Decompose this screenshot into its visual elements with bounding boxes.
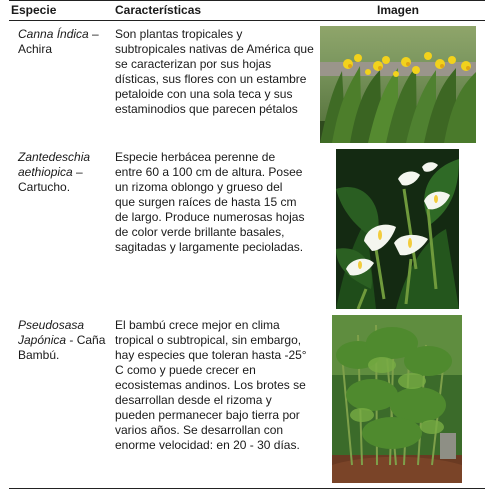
- canna-flower-photo: [320, 26, 476, 143]
- calla-lily-photo: [336, 149, 459, 309]
- header-image: Imagen: [377, 3, 420, 17]
- species-separator: –: [88, 27, 99, 41]
- species-common-name: Caña Bambú.: [18, 333, 106, 362]
- species-scientific-name: Pseudosasa Japónica: [18, 318, 85, 347]
- header-species: Especie: [11, 3, 57, 17]
- top-rule: [9, 0, 485, 1]
- species-description: El bambú crece mejor en clima tropical o subtropical, sin embargo, hay especies que toleran hasta -25° C como y puede crecer en ecosistemas andinos. Los brotes se desarrollan desde el rizoma y pueden permanecer bajo tierra por varios años. Se desarrollan con enorme velocidad: en 20 - 30 días.: [115, 318, 307, 452]
- species-scientific-name: Canna Índica: [18, 27, 89, 41]
- species-name: [18, 150, 110, 195]
- species-description: Son plantas tropicales y subtropicales nativas de América que se caracterizan por sus hojas dísticas, sus flores con un estambre petaloide con una sola teca y sus estaminodios que parecen pétalos: [115, 27, 314, 116]
- species-scientific-name: Zantedeschia aethiopica: [18, 150, 91, 179]
- species-name: [18, 318, 110, 363]
- species-table: [9, 0, 485, 490]
- bamboo-photo: [332, 315, 462, 483]
- header-features: Características: [115, 3, 202, 17]
- species-description: Especie herbácea perenne de entre 60 a 100 cm de altura. Posee un rizoma oblongo y grueso del que surgen raíces de hasta 15 cm de largo. Produce numerosas hojas de color verde brillante basales, sagitadas y largamente pecioladas.: [115, 150, 305, 254]
- bottom-rule: [9, 488, 485, 489]
- header-rule: [9, 20, 485, 21]
- species-separator: -: [66, 333, 77, 347]
- species-common-name: Cartucho.: [18, 180, 71, 194]
- species-separator: –: [72, 165, 83, 179]
- species-name: [18, 27, 110, 57]
- species-common-name: Achira: [18, 42, 53, 56]
